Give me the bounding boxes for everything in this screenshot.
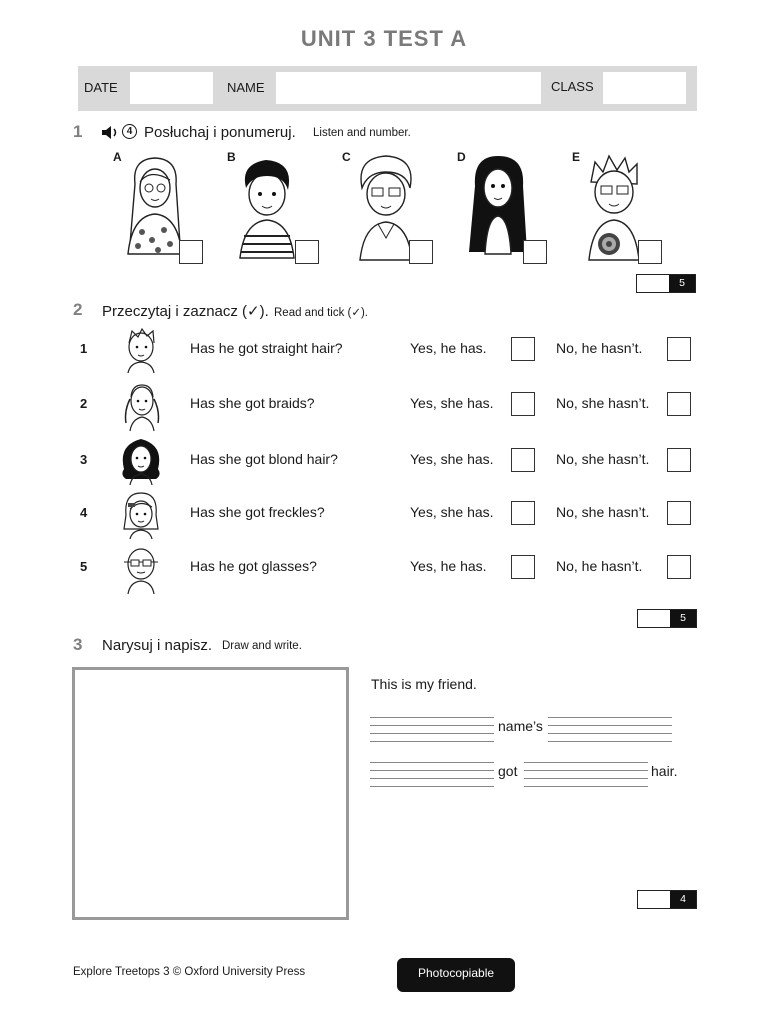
question-3-number: 3 (80, 452, 88, 467)
answer-1-no-text: No, he hasn’t. (556, 340, 643, 356)
question-3-text: Has she got blond hair? (190, 451, 338, 467)
answer-3-yes-text: Yes, she has. (410, 451, 494, 467)
page-title: UNIT 3 TEST A (300, 26, 468, 51)
section-3-title: Narysuj i napisz. (102, 637, 213, 654)
section-2-score-box[interactable] (637, 609, 697, 628)
answer-4-no-text: No, she hasn’t. (556, 504, 650, 520)
answer-4-yes-checkbox[interactable] (511, 501, 535, 525)
answer-3-no-text: No, she hasn’t. (556, 451, 650, 467)
answer-2-no-text: No, she hasn’t. (556, 395, 650, 411)
picture-c-number-box[interactable] (409, 240, 433, 264)
girl-hair-clip-face-icon (118, 489, 164, 539)
word-got: got (498, 763, 518, 779)
footer-credit: Explore Treetops 3 © Oxford University Press (73, 966, 306, 978)
photocopiable-badge: Photocopiable (397, 958, 515, 992)
speaker-icon (101, 126, 121, 140)
writing-line-name-right[interactable] (548, 717, 672, 742)
drawing-area[interactable] (72, 667, 349, 920)
picture-e-number-box[interactable] (638, 240, 662, 264)
answer-1-yes-checkbox[interactable] (511, 337, 535, 361)
answer-5-no-checkbox[interactable] (667, 555, 691, 579)
picture-letter-d: D (457, 150, 466, 164)
section-1-subtitle: Listen and number. (313, 127, 411, 139)
picture-b-number-box[interactable] (295, 240, 319, 264)
date-field[interactable] (130, 72, 213, 104)
question-5-text: Has he got glasses? (190, 558, 317, 574)
question-5-number: 5 (80, 559, 88, 574)
writing-line-got-left[interactable] (370, 762, 494, 787)
answer-5-yes-text: Yes, he has. (410, 558, 487, 574)
answer-3-no-checkbox[interactable] (667, 448, 691, 472)
answer-5-no-text: No, he hasn’t. (556, 558, 643, 574)
name-label: NAME (227, 80, 265, 95)
section-1-score-total: 5 (669, 275, 695, 292)
class-label: CLASS (551, 79, 594, 94)
answer-4-yes-text: Yes, she has. (410, 504, 494, 520)
picture-d-number-box[interactable] (523, 240, 547, 264)
section-2-subtitle: Read and tick (✓). (274, 307, 369, 319)
writing-line-name-left[interactable] (370, 717, 494, 742)
answer-2-yes-text: Yes, she has. (410, 395, 494, 411)
boy-curly-hair-illustration (234, 154, 304, 259)
section-3-number: 3 (73, 635, 83, 654)
question-4-number: 4 (80, 505, 88, 520)
girl-braids-face-icon (120, 379, 164, 431)
question-4-text: Has she got freckles? (190, 504, 325, 520)
section-1-score-box[interactable] (636, 274, 696, 293)
answer-2-yes-checkbox[interactable] (511, 392, 535, 416)
word-hair: hair. (651, 763, 678, 779)
answer-1-no-checkbox[interactable] (667, 337, 691, 361)
section-3-score-total: 4 (670, 891, 696, 908)
girl-dark-curly-hair-face-icon (118, 435, 164, 485)
section-2-number: 2 (73, 300, 83, 319)
answer-3-yes-checkbox[interactable] (511, 448, 535, 472)
picture-a-number-box[interactable] (179, 240, 203, 264)
boy-straight-hair-face-icon (120, 325, 162, 373)
section-3-score-box[interactable] (637, 890, 697, 909)
track-number-badge: 4 (122, 124, 137, 139)
section-1-number: 1 (73, 122, 83, 141)
name-field[interactable] (276, 72, 541, 104)
word-names: name’s (498, 718, 543, 734)
answer-5-yes-checkbox[interactable] (511, 555, 535, 579)
answer-4-no-checkbox[interactable] (667, 501, 691, 525)
section-3-subtitle: Draw and write. (222, 640, 302, 652)
section-2-title: Przeczytaj i zaznacz (✓). (102, 303, 269, 320)
sentence-this-is-my-friend: This is my friend. (371, 676, 477, 692)
question-2-text: Has she got braids? (190, 395, 315, 411)
question-1-number: 1 (80, 341, 88, 356)
picture-letter-e: E (572, 150, 581, 164)
section-1-title: Posłuchaj i ponumeruj. (144, 124, 296, 141)
question-1-text: Has he got straight hair? (190, 340, 343, 356)
picture-letter-b: B (227, 150, 236, 164)
picture-letter-a: A (113, 150, 122, 164)
picture-letter-c: C (342, 150, 351, 164)
class-field[interactable] (603, 72, 686, 104)
question-2-number: 2 (80, 396, 88, 411)
bald-man-glasses-face-icon (118, 542, 164, 594)
date-label: DATE (84, 80, 118, 95)
answer-2-no-checkbox[interactable] (667, 392, 691, 416)
section-2-score-total: 5 (670, 610, 696, 627)
answer-1-yes-text: Yes, he has. (410, 340, 487, 356)
writing-line-got-right[interactable] (524, 762, 648, 787)
